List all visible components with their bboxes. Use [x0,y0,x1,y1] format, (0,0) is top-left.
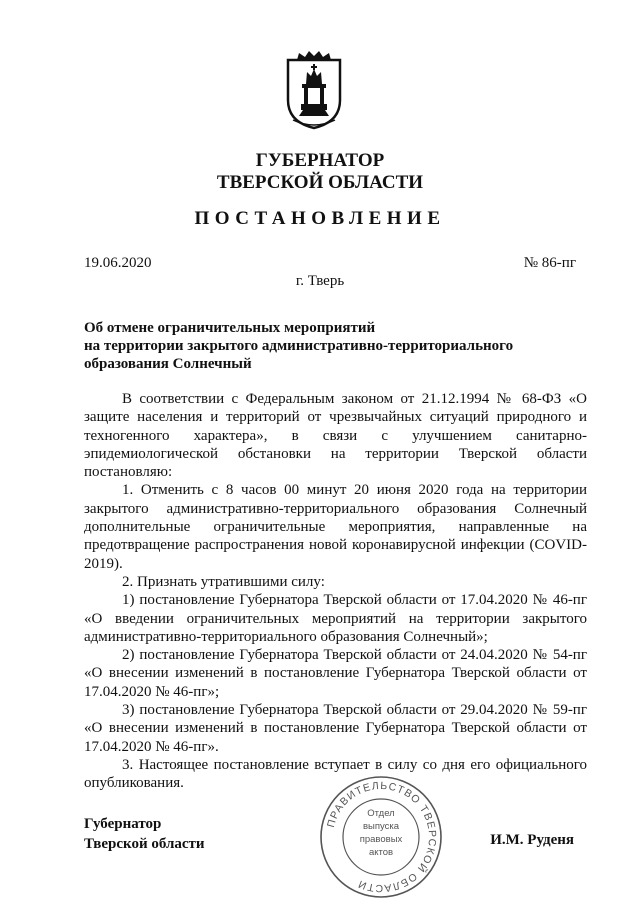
signatory-title-line: Губернатор [84,816,162,832]
document-city: г. Тверь [295,273,345,289]
signatory-name: И.М. Руденя [490,832,574,848]
document-subject [84,319,513,373]
stamp-center-line: выпуска [362,821,400,832]
subitem-1-paragraph: 1) постановление Губернатора Тверской области от 17.04.2020 № 46-пг «О введении ограничительных мероприятий на территории закрытого административно-территориального образования Солнечный»; [84,592,587,645]
document-date: 19.06.2020 [84,255,152,271]
item-3-paragraph: 3. Настоящее постановление вступает в силу со дня его официального опубликования. [84,756,587,792]
issuer-title: ГУБЕРНАТОР [255,150,385,171]
preamble-paragraph: В соответствии с Федеральным законом от 21.12.1994 № 68-ФЗ «О защите населения и территорий от чрезвычайных ситуаций природного и техногенного характера», в связи с улучшением санитарно-эпидемиологической обстановки на территории Тверской области постановляю: [84,391,587,481]
document-body [84,390,587,793]
stamp-center-text [360,808,403,858]
official-stamp [316,772,446,902]
subject-line: Об отмене ограничительных мероприятий [84,320,376,336]
coat-of-arms-emblem [285,50,343,130]
subject-line: на территории закрытого административно-территориального [84,338,514,354]
signatory-title-line: Тверской области [84,836,205,852]
stamp-ring-text: ПРАВИТЕЛЬСТВО ТВЕРСКОЙ ОБЛАСТИ [324,779,439,895]
item-2-paragraph: 2. Признать утратившими силу: [122,573,325,590]
subitem-3-paragraph: 3) постановление Губернатора Тверской области от 29.04.2020 № 59-пг «О внесении изменений в постановление Губернатора Тверской области от 17.04.2020 № 46-пг». [84,702,587,755]
stamp-center-line: Отдел [367,808,395,819]
item-1-paragraph: 1. Отменить с 8 часов 00 минут 20 июня 2020 года на территории закрытого административно-территориального образования Солнечный дополнительные ограничительные мероприятия, направленные на предотвращение распространения новой коронавирусной инфекции (COVID-2019). [84,482,587,572]
stamp-center-line: актов [368,847,394,858]
signatory-title [84,814,205,854]
issuer-region: ТВЕРСКОЙ ОБЛАСТИ [216,172,424,193]
document-number: № 86-пг [523,255,576,271]
stamp-center-line: правовых [359,834,403,845]
document-type: ПОСТАНОВЛЕНИЕ [194,208,446,229]
subject-line: образования Солнечный [84,356,252,372]
subitem-2-paragraph: 2) постановление Губернатора Тверской области от 24.04.2020 № 54-пг «О внесении изменений в постановление Губернатора Тверской области от 17.04.2020 № 46-пг»; [84,647,587,700]
